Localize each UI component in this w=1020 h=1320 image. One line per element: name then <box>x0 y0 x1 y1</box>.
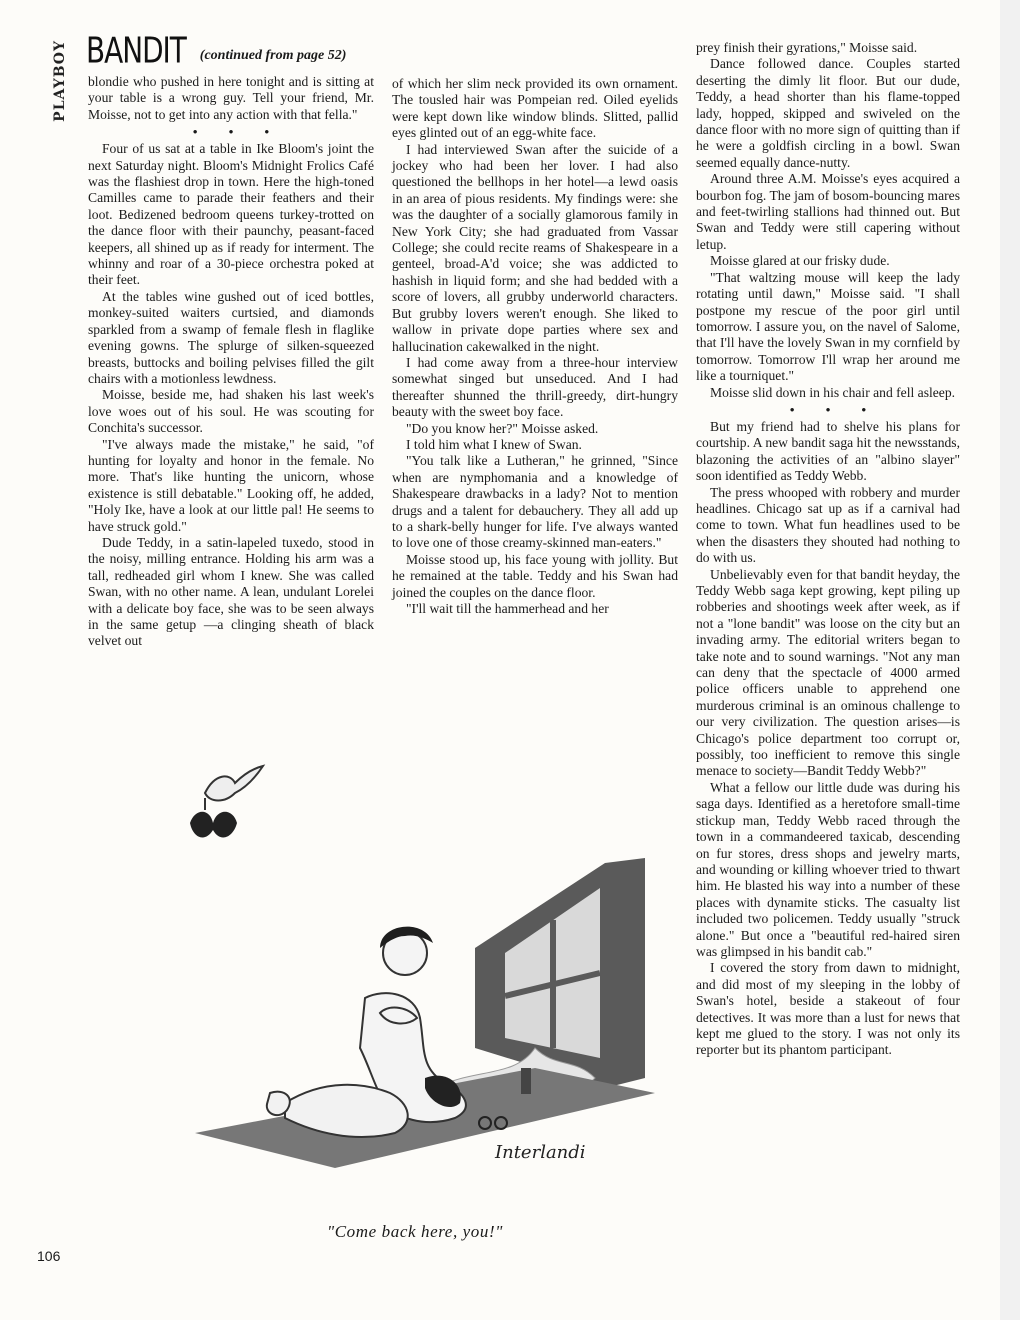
paragraph: "That waltzing mouse will keep the lady rotating until dawn," Moisse said. "I shall postpone my rescue of the poor girl until tomorrow. I assure you, on the navel of Salome, that I'll have the lovely Swan in my cornfield by tomorrow. Tomorrow I'll wrap her around me like a tourniquet." <box>696 269 960 384</box>
paragraph: blondie who pushed in here tonight and is sitting at your table is a wrong guy. Tell your friend, Mr. Moisse, not to get into any action with that fella." <box>88 74 374 122</box>
cartoon-illustration <box>175 748 665 1193</box>
cartoon-caption: "Come back here, you!" <box>326 1222 503 1241</box>
paragraph: "Do you know her?" Moisse asked. <box>406 420 599 436</box>
page-edge <box>1000 0 1020 1320</box>
paragraph: "You talk like a Lutheran," he grinned, "Since when are nymphomania and a knowledge of Shakespeare drawbacks in a lady? Not to mention drugs and a talent for debauchery. They all add up to a shark-belly hunger for life. I've always wanted to love one of those creamy-skinned man-eaters." <box>392 453 678 551</box>
paragraph: "I'll wait till the hammerhead and her <box>406 601 609 616</box>
paragraph: But my friend had to shelve his plans for courtship. A new bandit saga hit the newsstands, blazoning the activities of an "albino slayer" soon identified as Teddy Webb. <box>696 418 960 484</box>
paragraph: Unbelievably even for that bandit heyday, the Teddy Webb saga kept growing, kept piling up robberies and shootings week after week, as if not a "lone bandit" was loose on the city but an invading army. The editorial writers began to take note and to sound warnings. "Not any man can deny that the spectacle of 4000 armed police officers unable to apprehend one murderous criminal is an ominous challenge to our very civilization. The question arises—is Chicago's police department too corrupt or, possibly, too inefficient to remove this single menace to society—Bandit Teddy Webb?" <box>696 566 960 779</box>
bra-icon <box>190 812 237 838</box>
paragraph: Dude Teddy, in a satin-lapeled tuxedo, stood in the noisy, milling entrance. Holding his arm was a tall, redheaded girl whom I knew. She was called Swan, with no other name. A lean, undulant Lorelei with a delicate boy face, she was to be seen always in the same getup —a clinging sheath of black velvet out <box>88 534 374 649</box>
continued-note: (continued from page 52) <box>199 48 347 63</box>
section-break: • • • <box>192 124 284 140</box>
paragraph: prey finish their gyrations," Moisse said. <box>696 40 918 55</box>
bottle <box>521 1068 531 1094</box>
paragraph: Moisse slid down in his chair and fell asleep. <box>710 384 956 400</box>
column-3 <box>696 40 960 1059</box>
paragraph: Moisse stood up, his face young with jollity. But he remained at the table. Teddy and his Swan had joined the couples on the dance floor. <box>392 551 678 600</box>
paragraph: Around three A.M. Moisse's eyes acquired a bourbon fog. The jam of bosom-bouncing mares and feet-twirling stallions had thinned out. But Swan and Teddy were still capering without letup. <box>696 171 960 252</box>
paragraph: I had interviewed Swan after the suicide of a jockey who had been her lover. I had also questioned the bellhops in her hotel—a lewd oasis in an area of pious residents. My findings were: she was the daughter of a socially glamorous family in New York City; she had graduated from Vassar College; she could recite reams of Shakespeare in a genteel, broad-A'd voice; she was addicted to hashish in liquid form; and she had bedded with a score of lovers, all grubby underworld characters. But grubby lovers weren't enough. She liked to wallow in private dope parties where sex and hallucination cakewalked in the night. <box>392 141 678 354</box>
paragraph: Moisse, beside me, had shaken his last week's love woes out of his soul. He was scouting for Conchita's successor. <box>88 387 374 436</box>
page-number: 106 <box>37 1248 61 1264</box>
column-2 <box>392 76 678 617</box>
article-header <box>86 30 347 72</box>
paragraph: What a fellow our little dude was during his saga days. Identified as a heretofore small-time stickup man, Teddy Webb raced through the town in a commandeered taxicab, descending on fur stores, dress shops and jewelry marts, and wounding or killing whoever tried to thwart him. He blasted his way into a number of these places with dynamite sticks. The casualty list included two policemen. Teddy usually "struck alone." But once a "beautiful red-haired siren was glimpsed in his bandit cab." <box>696 779 960 959</box>
paragraph: I covered the story from dawn to midnight, and did most of my sleeping in the lobby of Swan's hotel, beside a stakeout of four detectives. It was more than a lust for news that kept me glued to the story. I was not only its reporter but its phantom participant. <box>696 960 960 1058</box>
paragraph: I had come away from a three-hour interview somewhat singed but unseduced. And I had thereafter shunned the thrill-greedy, dirt-hungry beauty with the sweet boy face. <box>392 354 678 420</box>
article-title: BANDIT <box>86 30 186 72</box>
bird-icon <box>205 766 263 801</box>
paragraph: of which her slim neck provided its own ornament. The tousled hair was Pompeian red. Oiled eyelids were kept down like window blinds. Slitted, pallid eyes glinted out of an egg-white face. <box>392 76 678 141</box>
paragraph: Moisse glared at our frisky dude. <box>710 253 890 269</box>
paragraph: At the tables wine gushed out of iced bottles, monkey-suited waiters curtsied, and diamonds sparkled from a swamp of female flesh in flaglike evening gowns. The splurge of silken-squeezed breasts, buttocks and boiling pelvises filled the gilt chairs with a motionless lewdness. <box>88 288 374 386</box>
paragraph: The press whooped with robbery and murder headlines. Chicago sat up as if a carnival had come to town. What fun headlines used to be when the disasters they shouted had nothing to do with us. <box>696 484 960 566</box>
artist-signature: Interlandi <box>495 1142 586 1163</box>
paragraph: Four of us sat at a table in Ike Bloom's joint the next Saturday night. Bloom's Midnight Frolics Café was the flashiest drop in town. Here the high-toned Camilles came to parade their feathers and their loot. Bedizened bedroom queens turkey-trotted on the dance floor with their paunchy, peasant-faced keepers, all shined up as if ready for interment. The whinny and roar of a 30-piece orchestra poked at their feet. <box>88 141 374 288</box>
paragraph: "I've always made the mistake," he said, "of hunting for loyalty and honor in the female. No more. That's like hunting the unicorn, whose existence is still debatable." Looking off, he added, "Holy Ike, have a look at our little pal! He seems to have struck gold." <box>88 436 374 534</box>
paragraph: Dance followed dance. Couples started deserting the dimly lit floor. But our dude, Teddy, a head shorter than his flame-topped lady, hopped, skipped and swiveled on the dance floor with no more sign of quitting than if he were a goldfish circling in a bowl. Swan seemed equally dance-nutty. <box>696 56 960 170</box>
column-1 <box>88 74 374 650</box>
magazine-name: PLAYBOY <box>52 40 68 122</box>
section-break: • • • <box>789 401 881 417</box>
paragraph: I told him what I knew of Swan. <box>406 436 582 452</box>
